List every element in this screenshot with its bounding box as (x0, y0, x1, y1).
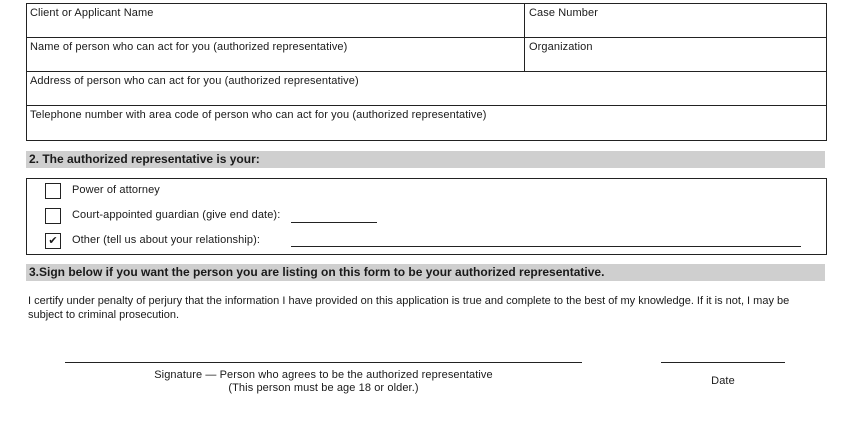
power-of-attorney-checkbox[interactable] (45, 183, 61, 199)
case-number-label: Case Number (529, 7, 598, 19)
rep-address-field[interactable] (28, 84, 823, 106)
rep-telephone-label: Telephone number with area code of person who can act for you (authorized representative) (30, 109, 487, 121)
other-relationship-field[interactable] (291, 226, 801, 245)
rep-telephone-field[interactable] (28, 118, 823, 140)
power-of-attorney-label: Power of attorney (72, 184, 160, 196)
signature-field[interactable] (65, 338, 582, 361)
date-field[interactable] (661, 338, 785, 361)
other-relationship-label: Other (tell us about your relationship): (72, 234, 261, 246)
organization-label: Organization (529, 41, 593, 53)
guardian-checkbox[interactable] (45, 208, 61, 224)
organization-field[interactable] (527, 50, 823, 72)
section-2-heading: 2. The authorized representative is your: (26, 151, 825, 168)
rep-address-label: Address of person who can act for you (authorized representative) (30, 75, 359, 87)
other-relationship-checkbox[interactable]: ✔ (45, 233, 61, 249)
guardian-end-date-line (291, 222, 377, 223)
date-label: Date (711, 375, 735, 387)
grid-divider (524, 3, 525, 72)
section-3-heading: 3.Sign below if you want the person you are listing on this form to be your authorized representative. (26, 264, 825, 281)
signature-label: Signature — Person who agrees to be the authorized representative (154, 369, 493, 381)
certification-statement: I certify under penalty of perjury that the information I have provided on this application is true and complete to the best of my knowledge. If it is not, I may be subject to criminal prosecution. (28, 295, 790, 321)
other-relationship-line (291, 246, 801, 247)
rep-name-field[interactable] (28, 50, 522, 72)
rep-name-label: Name of person who can act for you (authorized representative) (30, 41, 348, 53)
date-line (661, 362, 785, 363)
guardian-label: Court-appointed guardian (give end date): (72, 209, 281, 221)
guardian-end-date-field[interactable] (291, 201, 377, 221)
client-name-label: Client or Applicant Name (30, 7, 154, 19)
client-name-field[interactable] (28, 16, 522, 38)
signature-line (65, 362, 582, 363)
signature-age-note: (This person must be age 18 or older.) (228, 382, 419, 394)
case-number-field[interactable] (527, 16, 823, 38)
